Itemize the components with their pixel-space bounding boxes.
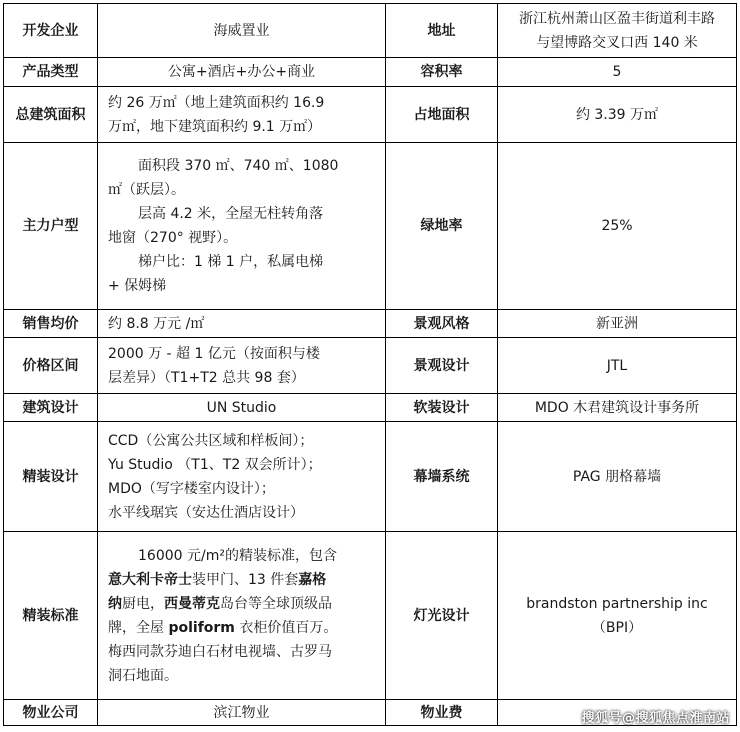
- project-info-table: [3, 3, 737, 726]
- curtain-wall-value: PAG 朋格幕墙: [498, 422, 737, 532]
- standard-line-1: 16000 元/m²的精装标准，包含: [138, 547, 337, 564]
- finish-standard-label: 精装标准: [4, 532, 98, 700]
- product-type-value: 公寓+酒店+办公+商业: [98, 58, 386, 87]
- product-type-label: 产品类型: [4, 58, 98, 87]
- interior-line-4: 水平线琚宾（安达仕酒店设计）: [108, 504, 304, 521]
- interior-line-1: CCD（公寓公共区域和样板间）；: [108, 432, 314, 449]
- address-line-2: 与望博路交叉口西 140 米: [536, 34, 698, 51]
- table-row: [4, 4, 737, 58]
- units-line-3: 层高 4.2 米，全屋无柱转角落: [138, 206, 324, 222]
- avg-price-value: 约 8.8 万元 /㎡: [98, 310, 386, 338]
- brand-name: 纳: [108, 595, 122, 612]
- land-area-label: 占地面积: [386, 87, 498, 143]
- soft-decor-label: 软装设计: [386, 394, 498, 422]
- landscape-style-value: 新亚洲: [498, 310, 737, 338]
- table-row: [4, 87, 737, 143]
- price-range-value: [98, 338, 386, 394]
- lighting-design-label: 灯光设计: [386, 532, 498, 700]
- table-row: [4, 532, 737, 700]
- units-line-5: 梯户比：1 梯 1 户，私属电梯: [138, 254, 324, 270]
- total-gfa-line-2: 万㎡，地下建筑面积约 9.1 万㎡）: [108, 118, 322, 135]
- price-range-label: 价格区间: [4, 338, 98, 394]
- lighting-design-value: [498, 532, 737, 700]
- brand-name: 意大利卡帝士: [108, 571, 192, 588]
- brand-name: poliform: [168, 619, 235, 636]
- total-gfa-line-1: 约 26 万㎡（地上建筑面积约 16.9: [108, 94, 325, 111]
- developer-label: 开发企业: [4, 4, 98, 58]
- interior-design-value: [98, 422, 386, 532]
- standard-line-5: 梅西同款芬迪白石材电视墙、古罗马: [108, 643, 332, 660]
- land-area-value: 约 3.39 万㎡: [498, 87, 737, 143]
- units-line-1: 面积段 370 ㎡、740 ㎡、1080: [138, 158, 339, 174]
- interior-design-label: 精装设计: [4, 422, 98, 532]
- green-ratio-value: 25%: [498, 143, 737, 310]
- avg-price-label: 销售均价: [4, 310, 98, 338]
- landscape-style-label: 景观风格: [386, 310, 498, 338]
- main-units-label: 主力户型: [4, 143, 98, 310]
- lighting-line-2: （BPI）: [591, 619, 643, 636]
- standard-line-6: 洞石地面。: [108, 667, 178, 684]
- table-row: [4, 422, 737, 532]
- address-label: 地址: [386, 4, 498, 58]
- price-range-line-1: 2000 万 - 超 1 亿元（按面积与楼: [108, 345, 320, 362]
- address-line-1: 浙江杭州萧山区盈丰街道利丰路: [519, 10, 715, 27]
- standard-line-4: [108, 616, 379, 640]
- interior-line-3: MDO（写字楼室内设计）；: [108, 480, 275, 497]
- green-ratio-label: 绿地率: [386, 143, 498, 310]
- units-line-2: ㎡（跃层）。: [108, 182, 185, 198]
- total-gfa-value: [98, 87, 386, 143]
- standard-text: 牌，全屋: [108, 619, 169, 636]
- finish-standard-value: [98, 532, 386, 700]
- standard-text: 衣柜价值百万。: [234, 619, 338, 636]
- watermark: 搜狐号@搜狐焦点淮南站: [581, 711, 730, 726]
- standard-text: 装甲门、13 件套: [192, 571, 299, 588]
- table-row: [4, 394, 737, 422]
- architecture-label: 建筑设计: [4, 394, 98, 422]
- table-row: [4, 143, 737, 310]
- total-gfa-label: 总建筑面积: [4, 87, 98, 143]
- table-row: [4, 58, 737, 87]
- standard-line-2: [108, 568, 379, 592]
- plot-ratio-label: 容积率: [386, 58, 498, 87]
- soft-decor-value: MDO 木君建筑设计事务所: [498, 394, 737, 422]
- developer-value: 海威置业: [98, 4, 386, 58]
- table-row: [4, 338, 737, 394]
- plot-ratio-value: 5: [498, 58, 737, 87]
- units-line-6: + 保姆梯: [108, 278, 167, 294]
- architecture-value: UN Studio: [98, 394, 386, 422]
- property-fee-label: 物业费: [386, 700, 498, 726]
- address-value: [498, 4, 737, 58]
- main-units-value: [98, 143, 386, 310]
- table-row: [4, 310, 737, 338]
- brand-name: 西曼蒂克: [164, 595, 220, 612]
- curtain-wall-label: 幕墙系统: [386, 422, 498, 532]
- landscape-design-value: JTL: [498, 338, 737, 394]
- price-range-line-2: 层差异）（T1+T2 总共 98 套）: [108, 369, 305, 386]
- standard-line-3: [108, 592, 379, 616]
- standard-text: 岛台等全球顶级品: [220, 595, 332, 612]
- brand-name: 嘉格: [298, 571, 327, 588]
- property-company-label: 物业公司: [4, 700, 98, 726]
- landscape-design-label: 景观设计: [386, 338, 498, 394]
- standard-text: 厨电，: [122, 595, 164, 612]
- lighting-line-1: brandston partnership inc: [526, 595, 708, 612]
- property-company-value: 滨江物业: [98, 700, 386, 726]
- units-line-4: 地窗（270° 视野）。: [108, 230, 238, 246]
- interior-line-2: Yu Studio （T1、T2 双会所计）；: [108, 456, 322, 473]
